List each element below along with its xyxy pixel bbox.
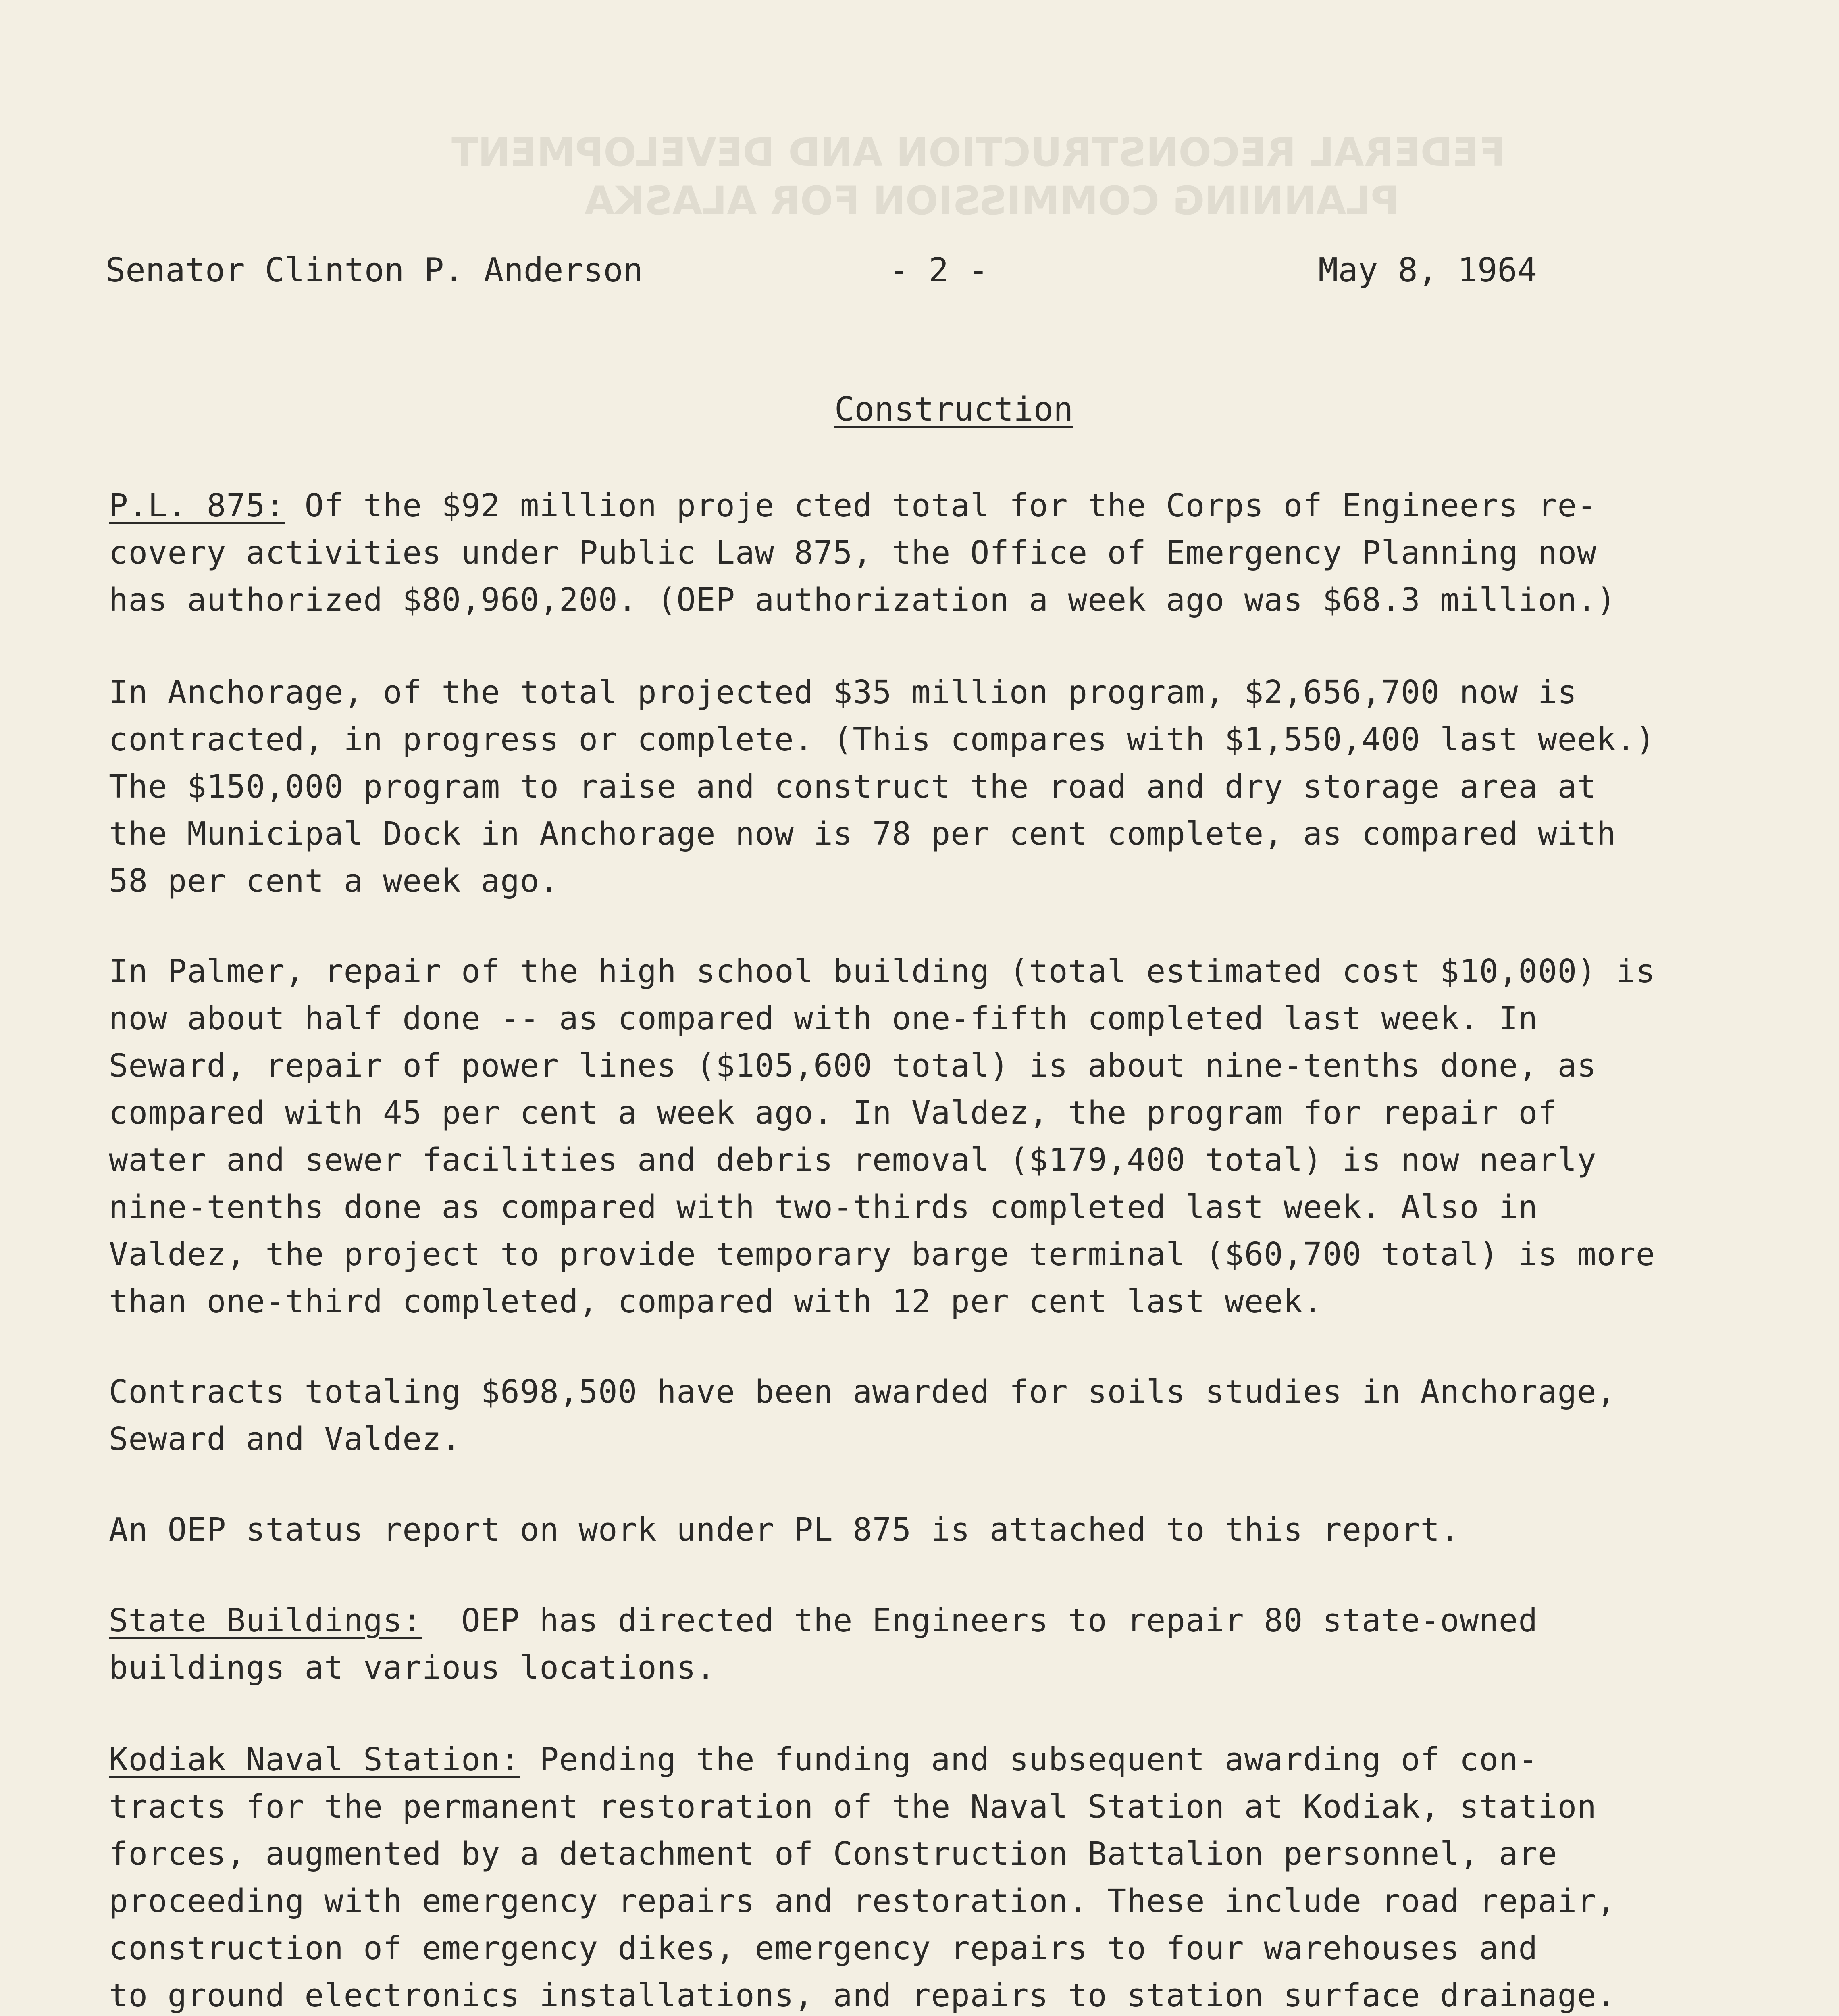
state-buildings-label: State Buildings: <box>109 1602 422 1639</box>
palmer-line: nine-tenths done as compared with two-thirds completed last week. Also in <box>109 1189 1538 1226</box>
kodiak-line: tracts for the permanent restoration of the Naval Station at Kodiak, station <box>109 1788 1597 1825</box>
anchorage-line: In Anchorage, of the total projected $35 million program, $2,656,700 now is <box>109 674 1577 711</box>
header-page-number: - 2 - <box>889 251 988 289</box>
palmer-line: now about half done -- as compared with one-fifth completed last week. In <box>109 1000 1538 1037</box>
kodiak-line-1: Pending the funding and subsequent awarding of con- <box>520 1741 1538 1778</box>
bleed-through-text: FEDERAL RECONSTRUCTION AND DEVELOPMENT <box>451 130 1506 175</box>
paragraph-line <box>109 1741 1538 1778</box>
header-addressee: Senator Clinton P. Anderson <box>106 251 643 289</box>
kodiak-line: forces, augmented by a detachment of Construction Battalion personnel, are <box>109 1835 1558 1872</box>
kodiak-line: construction of emergency dikes, emergency repairs to four warehouses and <box>109 1930 1538 1967</box>
palmer-line: than one-third completed, compared with 12 per cent last week. <box>109 1283 1323 1320</box>
pl875-line-1: Of the $92 million proje cted total for the Corps of Engineers re- <box>285 487 1597 524</box>
bleed-through-text: PLANNING COMMISSION FOR ALASKA <box>585 178 1399 223</box>
kodiak-label: Kodiak Naval Station: <box>109 1741 520 1778</box>
palmer-line: Seward, repair of power lines ($105,600 total) is about nine-tenths done, as <box>109 1047 1597 1084</box>
header-date: May 8, 1964 <box>1318 251 1537 289</box>
paragraph-line <box>109 487 1597 524</box>
contracts-line: Contracts totaling $698,500 have been awarded for soils studies in Anchorage, <box>109 1373 1616 1410</box>
pl875-line-3: has authorized $80,960,200. (OEP authorization a week ago was $68.3 million.) <box>109 581 1616 619</box>
state-buildings-line-2: buildings at various locations. <box>109 1649 716 1686</box>
anchorage-line: the Municipal Dock in Anchorage now is 78 per cent complete, as compared with <box>109 815 1616 852</box>
palmer-line: compared with 45 per cent a week ago. In Valdez, the program for repair of <box>109 1094 1558 1131</box>
kodiak-line: to ground electronics installations, and repairs to station surface drainage. <box>109 1977 1616 2014</box>
state-buildings-line-1: OEP has directed the Engineers to repair 80 state-owned <box>422 1602 1538 1639</box>
section-heading-construction: Construction <box>834 390 1073 429</box>
anchorage-line: The $150,000 program to raise and construct the road and dry storage area at <box>109 768 1597 805</box>
anchorage-line: contracted, in progress or complete. (This compares with $1,550,400 last week.) <box>109 721 1656 758</box>
kodiak-line: proceeding with emergency repairs and restoration. These include road repair, <box>109 1883 1616 1920</box>
palmer-line: In Palmer, repair of the high school building (total estimated cost $10,000) is <box>109 953 1656 990</box>
palmer-line: Valdez, the project to provide temporary barge terminal ($60,700 total) is more <box>109 1236 1656 1273</box>
palmer-line: water and sewer facilities and debris removal ($179,400 total) is now nearly <box>109 1141 1597 1179</box>
paragraph-line <box>109 1602 1538 1639</box>
pl875-line-2: covery activities under Public Law 875, the Office of Emergency Planning now <box>109 534 1597 571</box>
status-report-line: An OEP status report on work under PL 875 is attached to this report. <box>109 1511 1460 1548</box>
contracts-line: Seward and Valdez. <box>109 1420 462 1458</box>
anchorage-line: 58 per cent a week ago. <box>109 862 559 900</box>
pl875-label: P.L. 875: <box>109 487 285 524</box>
